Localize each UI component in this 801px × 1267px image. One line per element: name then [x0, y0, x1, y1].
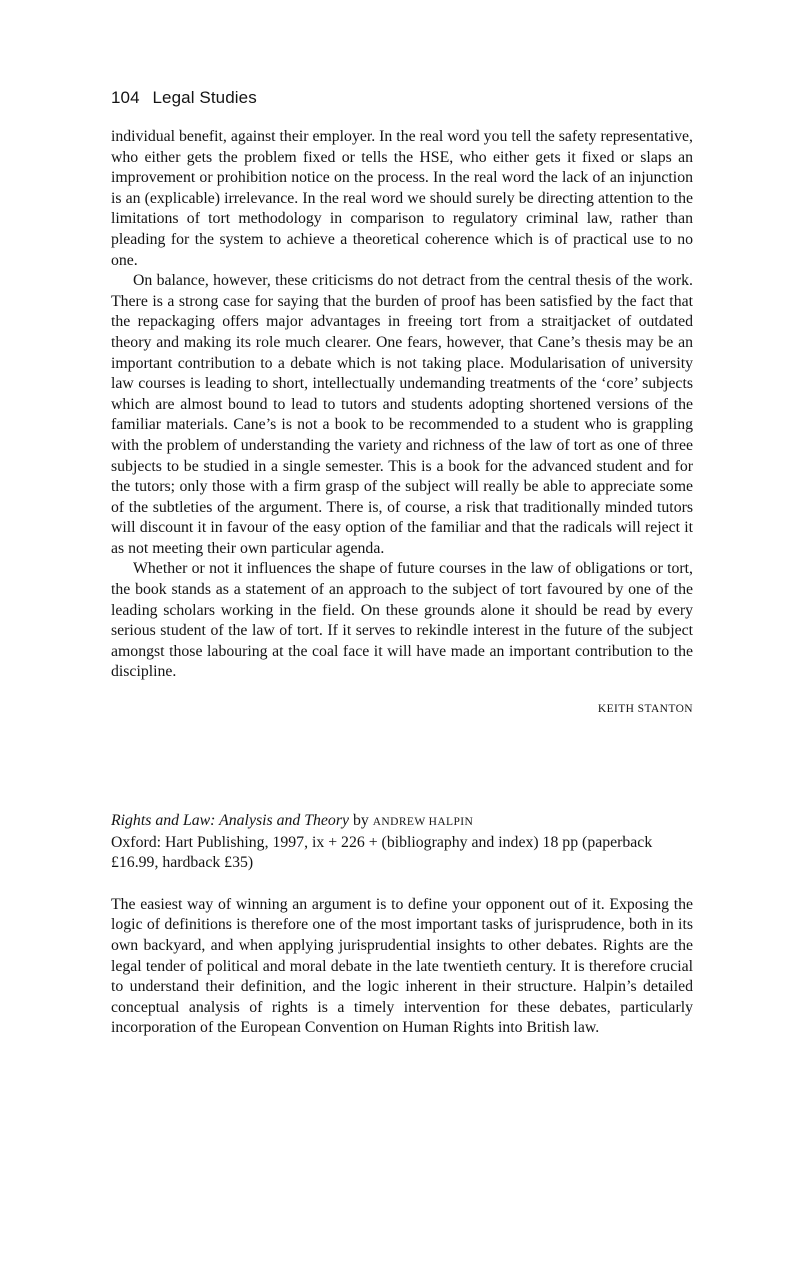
paragraph: On balance, however, these criticisms do not detract from the central thesis of the work. There is a strong case for saying that the burden of proof has been satisfied by the fact that the repackaging offers major advantages in freeing tort from a straitjacket of outdated theory and making its role much clearer. One fears, however, that Cane’s thesis may be an important contribution to a debate which is not taking place. Modularisation of university law courses is leading to short, intellectually undemanding treatments of the ‘core’ subjects which are almost bound to lead to tutors and students adopting shortened versions of the familiar materials. Cane’s is not a book to be recommended to a student who is grappling with the problem of understanding the variety and richness of the law of tort as one of three subjects to be studied in a single semester. This is a book for the advanced student and for the tutors; only those with a firm grasp of the subject will really be able to appreciate some of the subtleties of the argument. There is, of course, a risk that traditionally minded tutors will discount it in favour of the easy option of the familiar and that the radicals will reject it as not meeting their own particular agenda.	[111, 272, 693, 557]
review-heading	[111, 811, 693, 874]
book-title: Rights and Law: Analysis and Theory	[111, 812, 349, 830]
review-halpin-body	[111, 895, 693, 1039]
paragraph: Whether or not it influences the shape of future courses in the law of obligations or tort, the book stands as a statement of an approach to the subject of tort favoured by one of the leading scholars working in the field. On these grounds alone it should be read by every serious student of the law of tort. If it serves to rekindle interest in the future of the subject amongst those labouring at the coal face it will have made an important contribution to the discipline.	[111, 560, 693, 681]
publication-info: Oxford: Hart Publishing, 1997, ix + 226 + (bibliography and index) 18 pp (paperback £16.99, hardback £35)	[111, 833, 653, 872]
review-stanton-body	[111, 127, 693, 683]
running-title: Legal Studies	[152, 88, 257, 107]
running-head	[111, 86, 693, 110]
by-word: by	[352, 812, 369, 830]
reviewer-signature: KEITH STANTON	[597, 703, 693, 716]
paragraph: individual benefit, against their employer. In the real word you tell the safety representative, who either gets the problem fixed or tells the HSE, who either gets it fixed or slaps an improvement or prohibition notice on the process. In the real word the lack of an injunction is an (explicable) irrelevance. In the real word we should surely be directing attention to the limitations of tort methodology in comparison to regulatory criminal law, rather than pleading for the system to achieve a theoretical coherence which is of practical use to no one.	[111, 128, 693, 269]
paragraph: The easiest way of winning an argument is to define your opponent out of it. Exposing the logic of definitions is therefore one of the most important tasks of jurisprudence, both in its own backyard, and when applying jurisprudential insights to other debates. Rights are the legal tender of political and moral debate in the late twentieth century. It is therefore crucial to understand their definition, and the logic inherent in their structure. Halpin’s detailed conceptual analysis of rights is a timely intervention for these debates, particularly incorporation of the European Convention on Human Rights into British law.	[111, 895, 693, 1037]
page-number: 104	[111, 88, 140, 107]
page-content	[111, 86, 693, 1039]
book-author: ANDREW HALPIN	[372, 816, 474, 829]
